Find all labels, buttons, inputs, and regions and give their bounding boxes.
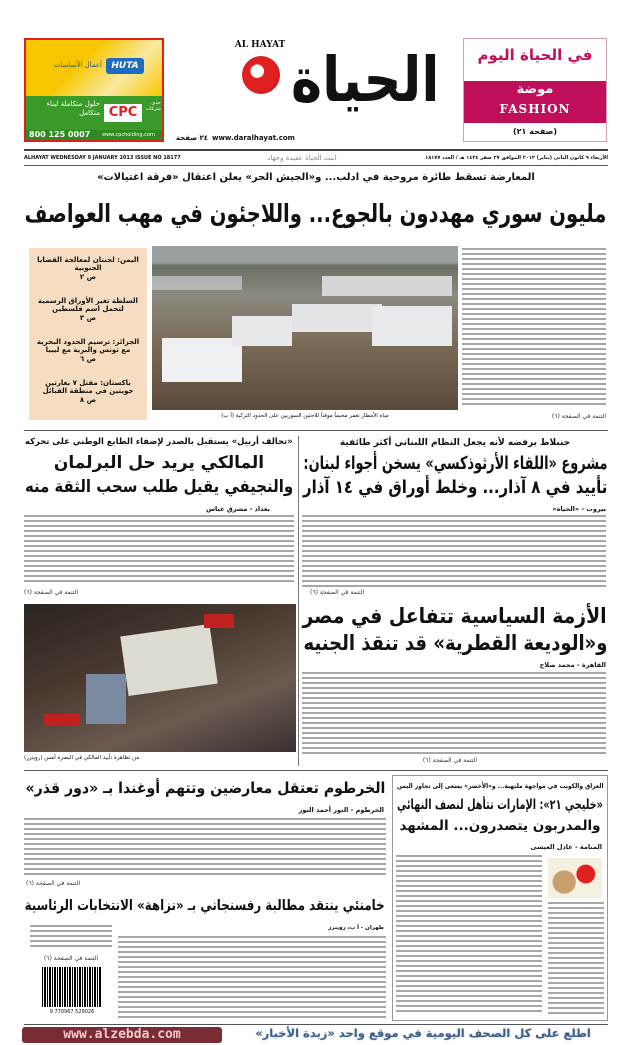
page-count: ٢٤ صفحة	[175, 134, 208, 142]
promo-box[interactable]	[463, 38, 607, 142]
huta-logo: HUTA	[106, 58, 144, 74]
lebanon-kicker: جنبلاط يرفضه لأنه يجعل النظام اللبناني أكثر طائفية	[339, 438, 571, 448]
iraq-kicker: «تحالف أربيل» يستقبل بالصدر لإضفاء الطابع الوطني على تحركه	[25, 437, 293, 447]
promo-page: (صفحة ٢١)	[513, 127, 557, 136]
globe-icon	[242, 56, 280, 94]
gulf-article-col	[548, 902, 604, 1014]
egypt-headline-2[interactable]: و«الوديعة القطرية» قد تنقذ الجنيه	[303, 631, 607, 655]
lead-kicker: المعارضة تسقط طائرة مروحية في ادلب... و«الجيش الحر» يعلن اعتقال «فرقة اغتيالات»	[97, 172, 535, 183]
continued-note[interactable]: التتمة في الصفحة (٦)	[26, 880, 81, 887]
lebanon-article	[302, 515, 606, 587]
iraq-headline-2[interactable]: والنجيفي يقبل طلب سحب الثقة منه	[24, 477, 294, 497]
ad-phone: 800 125 0007	[29, 130, 91, 139]
iran-article-col	[30, 925, 112, 947]
continued-note[interactable]: التتمة في الصفحة (٦)	[551, 413, 606, 420]
index-item[interactable]: السلطة تغير الأوراق الرسمية لتحمل اسم فلسطين ص ٣	[38, 297, 138, 322]
barcode-number: 9 770967 529026	[49, 1009, 95, 1015]
photo-caption: مياه الأمطار تغمر مخيماً موقتاً للاجئين السوريين على الحدود التركية (أ ب)	[221, 413, 389, 419]
motto: ابنت الحياة عقيدة وجهاد	[267, 154, 337, 162]
index-item[interactable]: الجزائر: ترسيم الحدود البحرية مع تونس والبرية مع ليبيا ص ٦	[36, 338, 140, 363]
cartoon-image	[548, 858, 602, 898]
continued-note[interactable]: التتمة في الصفحة (٦)	[422, 757, 478, 764]
continued-note[interactable]: التتمة في الصفحة (٦)	[43, 955, 99, 962]
egypt-article	[302, 672, 606, 754]
gulf-headline-2[interactable]: والمدربون يتصدرون... المشهد	[399, 818, 601, 834]
sudan-headline[interactable]: الخرطوم تعتقل معارضين وتتهم أوغندا بـ «دور قذر»	[25, 779, 385, 797]
index-box	[29, 248, 147, 420]
website-url[interactable]: www.daralhayat.com	[212, 134, 295, 142]
refugee-camp-photo[interactable]	[152, 246, 458, 410]
iran-headline[interactable]: خامنئي ينتقد مطالبة رفسنجاني بـ «نزاهة» الانتخابات الرئاسية	[24, 898, 386, 914]
promo-title: في الحياة اليوم	[477, 46, 593, 64]
cpc-tagline: حلول متكاملة لبناء متكامل	[46, 100, 100, 118]
cpc-side: حدى شركات	[145, 100, 161, 112]
promo-section-ar: موضة	[516, 82, 554, 97]
huta-tagline: أعمال الأساسات	[53, 61, 102, 69]
byline: القاهرة - محمد صلاح	[539, 661, 606, 669]
logo-english: AL HAYAT	[234, 40, 286, 50]
barcode	[42, 967, 102, 1007]
iran-article	[118, 936, 386, 1018]
dateline-english: ALHAYAT WEDNESDAY 9 JANUARY 2013 ISSUE NO 18177	[24, 155, 181, 161]
byline: طهران - أ ب، رويترز	[328, 925, 384, 931]
ad-url: www.cpcholding.com	[102, 132, 155, 138]
index-item[interactable]: اليمن: لجنتان لمعالجة القضايا الجنوبية ص ٢	[37, 256, 139, 281]
byline: المنامة - عادل العيسى	[530, 843, 602, 851]
promo-section-en: FASHION	[499, 102, 571, 116]
gulf-kicker: العراق والكويت في مواجهة ملتهبة... و«الأخضر» يسعى إلى تجاوز اليمن	[396, 782, 604, 790]
iraq-article	[24, 515, 294, 585]
dateline-arabic: الأربعاء ٩ كانون الثاني (يناير) ٢٠١٣ الموافق ٢٧ صفر ١٤٣٤ هـ / العدد ١٨١٧٧	[425, 155, 608, 161]
advertisement[interactable]	[24, 38, 164, 142]
byline: بيروت - «الحياة»	[552, 505, 606, 513]
index-item[interactable]: باكستان: مقتل ٧ بغارتين جويتين في منطقة القبائل ص ٨	[42, 379, 134, 404]
iraq-protest-photo[interactable]	[24, 604, 296, 752]
lebanon-headline-2[interactable]: تأييد في ٨ آذار... وخلط أوراق في ١٤ آذار	[302, 477, 608, 498]
byline: الخرطوم - النور أحمد النور	[298, 806, 384, 814]
continued-note[interactable]: التتمة في الصفحة (٦)	[24, 589, 79, 596]
continued-note[interactable]: التتمة في الصفحة (٦)	[310, 589, 365, 596]
lead-headline[interactable]: مليون سوري مهددون بالجوع... واللاجئون في مهب العواصف	[25, 199, 607, 228]
egypt-headline[interactable]: الأزمة السياسية تتفاعل في مصر	[302, 604, 608, 628]
sudan-article	[24, 818, 386, 878]
gulf-article	[396, 855, 542, 1015]
lebanon-headline[interactable]: مشروع «اللقاء الأرثوذكسي» يسخن أجواء لبنان:	[302, 453, 608, 474]
iraq-headline[interactable]: المالكي يريد حل البرلمان	[53, 453, 265, 473]
footer-url-banner[interactable]: www.alzebda.com	[22, 1027, 222, 1043]
footer-promo[interactable]: اطلع على كل الصحف اليومية في موقع واحد «زبدة الأخبار»	[255, 1026, 591, 1040]
photo-caption: من تظاهرة تأييد المالكي في البصرة أمس (رويترز)	[24, 755, 140, 761]
gulf-headline[interactable]: «خليجي ٢١»: الإمارات تتأهل لنصف النهائي	[397, 797, 603, 813]
lead-article	[462, 248, 606, 408]
byline: بغداد - مشرق عباس	[206, 505, 270, 513]
cpc-logo: CPC	[104, 104, 142, 122]
logo[interactable]: الحياة	[290, 43, 440, 116]
